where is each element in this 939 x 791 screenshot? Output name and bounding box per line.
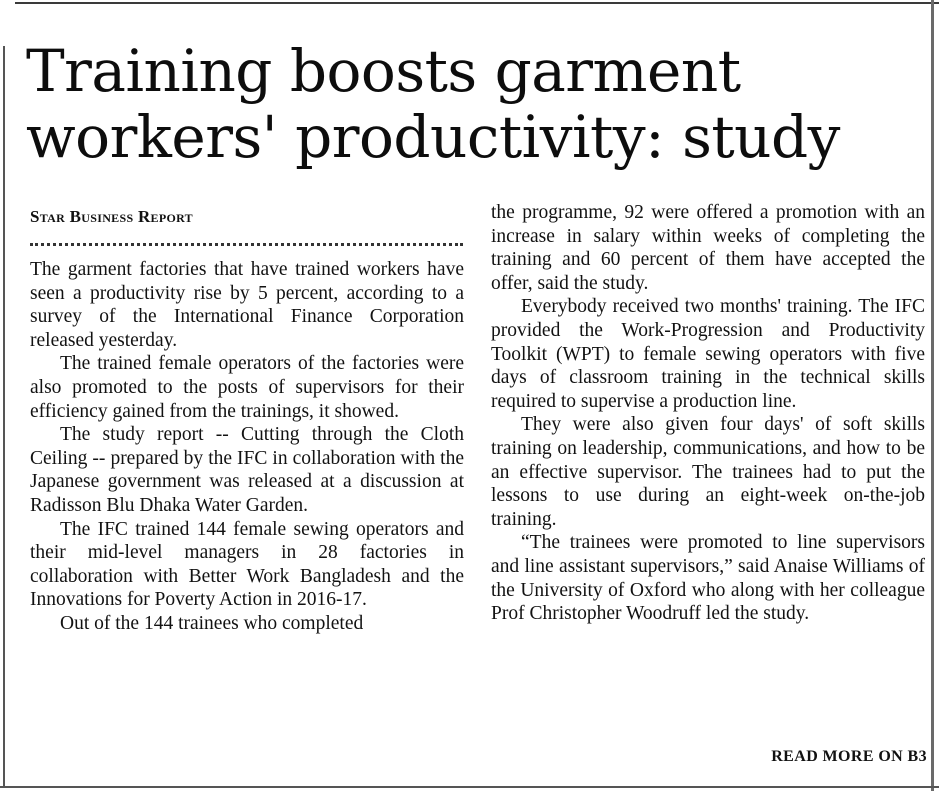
byline: Star Business Report [30, 207, 193, 226]
paragraph: They were also given four days' of soft skills training on leadership, communications, and how to be an effective supervisor. The trainees had to put the lessons to use during an eight-week on-the-job training. [491, 414, 925, 530]
headline-line-2: workers' productivity: study [26, 103, 840, 171]
right-border-rule [931, 0, 934, 791]
left-border-rule [3, 46, 5, 786]
paragraph: The garment factories that have trained workers have seen a productivity rise by 5 percent, according to a survey of the International Finance Corporation released yesterday. [30, 259, 464, 351]
read-more-link[interactable]: READ MORE ON B3 [771, 748, 927, 765]
bottom-border-rule [0, 786, 939, 788]
article-column-right [491, 201, 925, 626]
paragraph: Out of the 144 trainees who completed [60, 612, 364, 634]
article-column-left [30, 258, 464, 636]
paragraph: “The trainees were promoted to line supervisors and line assistant supervisors,” said Anaise Williams of the University of Oxford who along with her colleague Prof Christopher Woodruff led the study. [491, 532, 925, 625]
headline-line-1: Training boosts garment [26, 37, 741, 105]
paragraph: Everybody received two months' training. The IFC provided the Work-Progression and Productivity Toolkit (WPT) to female sewing operators with five days of classroom training in the technical skills required to supervise a production line. [491, 296, 925, 412]
paragraph: The study report -- Cutting through the Cloth Ceiling -- prepared by the IFC in collaboration with the Japanese government was released at a discussion at Radisson Blu Dhaka Water Garden. [30, 424, 464, 516]
paragraph: The trained female operators of the factories were also promoted to the posts of supervisors for their efficiency gained from the trainings, it showed. [30, 353, 464, 422]
top-border-rule [15, 2, 939, 4]
paragraph: the programme, 92 were offered a promotion with an increase in salary within weeks of completing the training and 60 percent of them have accepted the offer, said the study. [491, 202, 925, 294]
byline-dotted-divider [30, 243, 463, 246]
headline [26, 38, 926, 170]
paragraph: The IFC trained 144 female sewing operators and their mid-level managers in 28 factories in collaboration with Better Work Bangladesh and the Innovations for Poverty Action in 2016-17. [30, 518, 464, 611]
